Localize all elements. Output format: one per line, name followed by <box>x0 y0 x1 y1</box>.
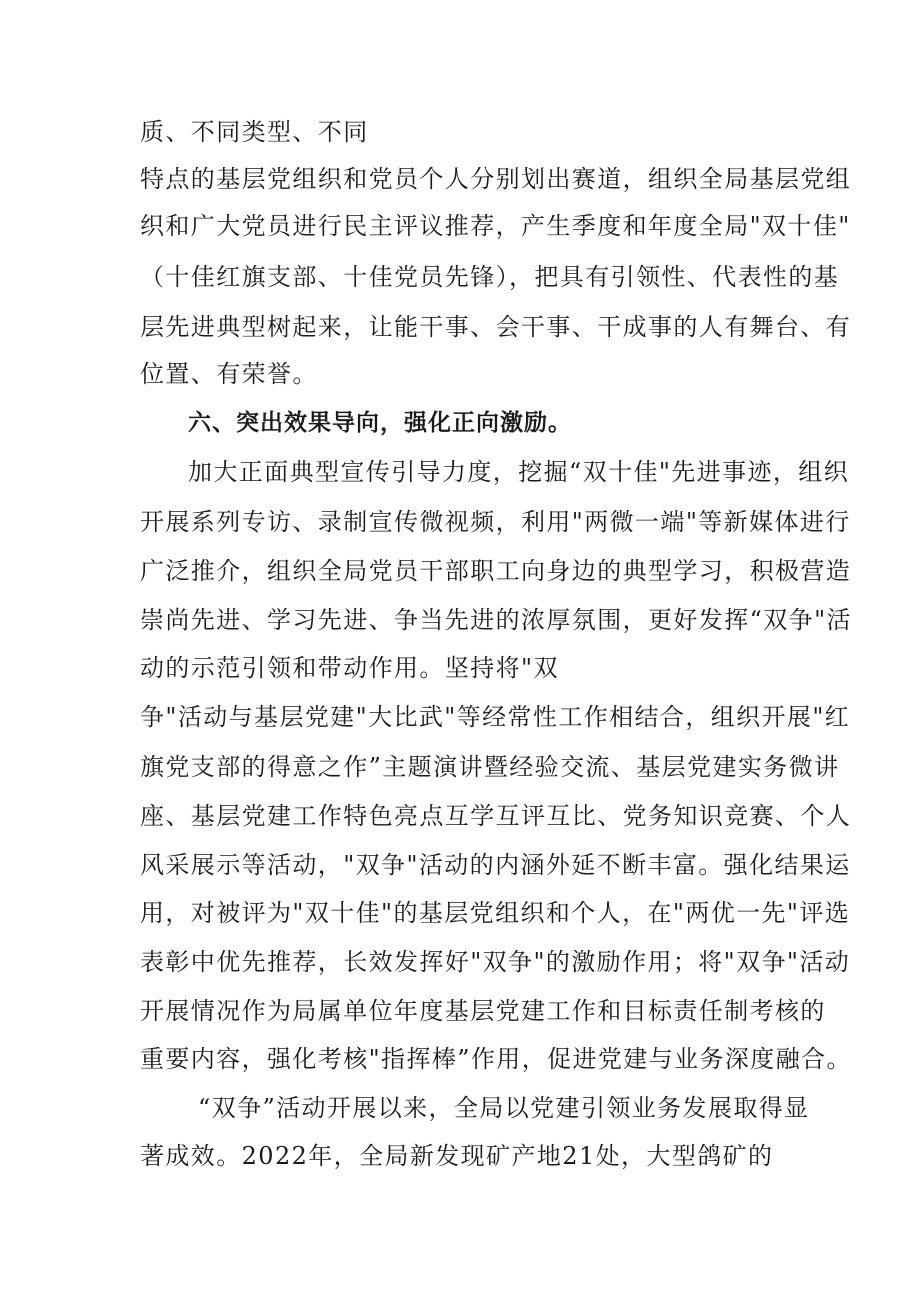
text-line: 风采展示等活动，"双争"活动的内涵外延不断丰富。强化结果运 <box>140 851 851 879</box>
text-line: （十佳红旗支部、十佳党员先锋），把具有引领性、代表性的基 <box>140 263 840 291</box>
text-line: 著成效。2022年，全局新发现矿产地21处，大型鸽矿的 <box>140 1142 774 1170</box>
text-line: 开展系列专访、录制宣传微视频，利用"两微一端"等新媒体进行 <box>140 508 851 536</box>
text-line: 动的示范引领和带动作用。坚持将"双 <box>140 654 559 682</box>
text-line: 开展情况作为局属单位年度基层党建工作和目标责任制考核的 <box>140 997 826 1025</box>
text-line: 广泛推介，组织全局党员干部职工向身边的典型学习，积极营造 <box>140 557 852 585</box>
text-line: 用，对被评为"双十佳"的基层党组织和个人，在"两优一先"评选 <box>140 899 851 927</box>
text-line: 位置、有荣誉。 <box>140 360 318 388</box>
section-heading: 六、突出效果导向，强化正向激励。 <box>188 410 572 436</box>
text-line: 旗党支部的得意之作”主题演讲暨经验交流、基层党建实务微讲 <box>140 753 840 781</box>
text-line: 特点的基层党组织和党员个人分别划出赛道，组织全局基层党组 <box>140 165 852 193</box>
text-line: 座、基层党建工作特色亮点互学互评互比、党务知识竞赛、个人 <box>140 802 852 830</box>
text-line: 重要内容，强化考核"指挥棒”作用，促进党建与业务深度融合。 <box>140 1045 852 1073</box>
text-line: 表彰中优先推荐，长效发挥好"双争"的激励作用；将"双争"活动 <box>140 948 851 976</box>
text-line: “双争”活动开展以来，全局以党建引领业务发展取得显 <box>198 1094 810 1122</box>
text-line: 层先进典型树起来，让能干事、会干事、干成事的人有舞台、有 <box>140 313 852 341</box>
text-line: 质、不同类型、不同 <box>140 118 369 146</box>
text-line: 织和广大党员进行民主评议推荐，产生季度和年度全局"双十佳" <box>140 212 851 240</box>
text-line: 崇尚先进、学习先进、争当先进的浓厚氛围，更好发挥“双争"活 <box>140 606 852 634</box>
text-line: 加大正面典型宣传引导力度，挖掘“双十佳"先进事迹，组织 <box>188 458 850 486</box>
text-line: 争"活动与基层党建"大比武"等经常性工作相结合，组织开展"红 <box>140 703 851 731</box>
